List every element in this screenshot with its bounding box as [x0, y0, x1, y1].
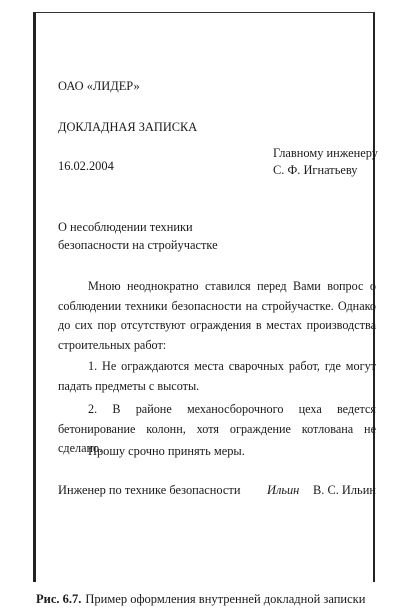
handwritten-signature: Ильин [267, 483, 300, 497]
signature-name: В. С. Ильин [313, 483, 376, 497]
list-item-2: 2. В районе механосборочного цеха ведется бетонирование колонн, хотя ограждение котлована не сделано. [58, 402, 376, 455]
addressee-position: Главному инженеру [273, 146, 379, 160]
caption-label: Рис. 6.7. [36, 592, 82, 606]
signature-position: Инженер по технике безопасности [58, 483, 241, 497]
document-type-title: ДОКЛАДНАЯ ЗАПИСКА [58, 120, 198, 134]
organization-name: ОАО «ЛИДЕР» [58, 79, 140, 93]
closing-request: Прошу срочно принять меры. [88, 444, 245, 458]
addressee-name: С. Ф. Игнатьеву [273, 163, 358, 177]
document-date: 16.02.2004 [58, 159, 114, 173]
caption-text: Пример оформления внутренней докладной записки [85, 592, 366, 606]
subject-line-2: безопасности на стройучастке [58, 238, 218, 252]
subject-line-1: О несоблюдении техники [58, 220, 193, 234]
body-paragraph: Мною неоднократно ставился перед Вами вопрос о соблюдении техники безопасности на стройучастке. Однако до сих пор отсутствуют ограждения в местах производства строительных работ: [58, 279, 376, 352]
list-item-1: 1. Не ограждаются места сварочных работ, где могут падать предметы с высоты. [58, 359, 376, 393]
figure-caption [36, 592, 365, 607]
